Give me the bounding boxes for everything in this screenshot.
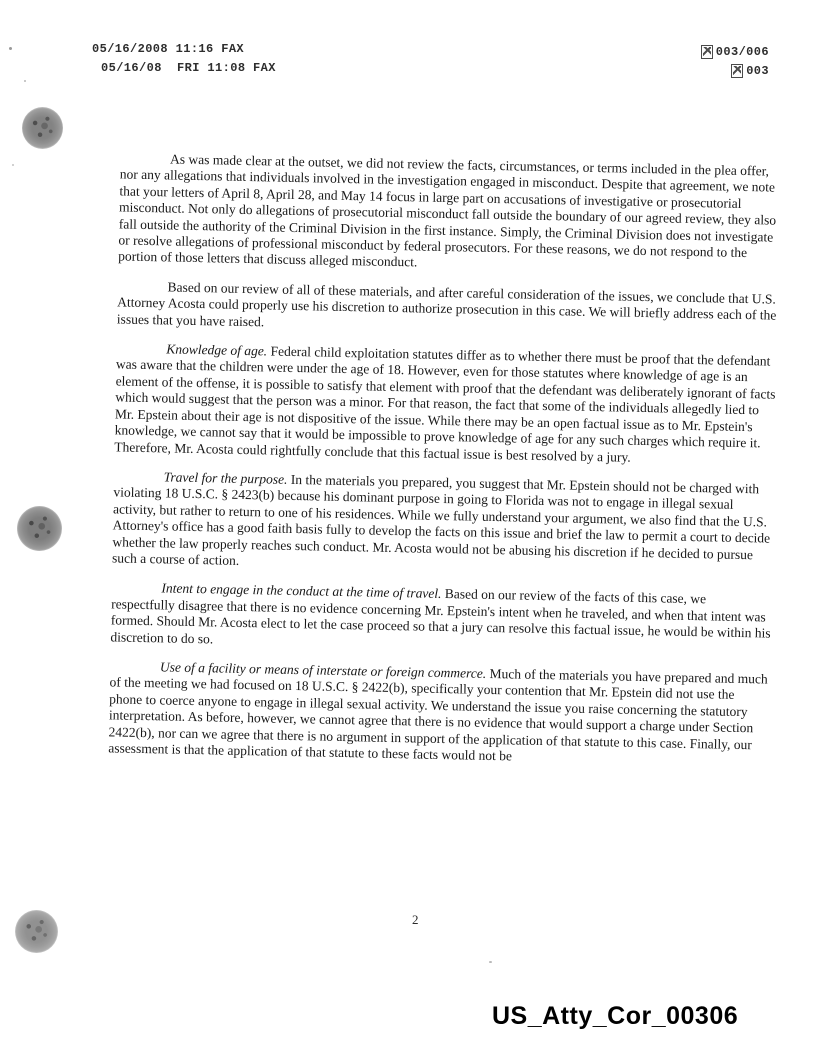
paragraph: Knowledge of age. Federal child exploitation statutes differ as to whether there must be proof that the defendant was aware that the children were under the age of 18. However, even for those statutes where knowledge of age is an element of the offense, it is possible to satisfy that element with proof that the defendant was deliberately ignorant of facts which would suggest that the person was a minor. For that reason, the fact that some of the individuals allegedly lied to Mr. Epstein about their age is not dispositive of the issue. While there may be an open factual issue as to Mr. Epstein's knowledge, we cannot say that it would be impossible to prove knowledge of age for any such charges which require it. Therefore, Mr. Acosta could rightfully conclude that this factual issue is best resolved by a jury. xyxy=(114,341,776,465)
hole-punch-mark xyxy=(17,506,62,551)
scan-noise-speck xyxy=(12,164,14,166)
fax-page-counter-text: 003/006 xyxy=(715,45,769,59)
paragraph-lead-italic: Knowledge of age. xyxy=(166,341,271,359)
hole-punch-mark xyxy=(22,107,63,149)
fax-timestamp-line-2: 05/16/08 FRI 11:08 FAX xyxy=(101,61,276,75)
scan-noise-speck xyxy=(9,47,12,50)
fax-page-counter-2 xyxy=(731,64,769,78)
paragraph-lead-italic: Use of a facility or means of interstate or foreign commerce. xyxy=(159,659,490,681)
fax-page-count-icon xyxy=(731,64,743,78)
paragraph: Travel for the purpose. In the materials you prepared, you suggest that Mr. Epstein should not be charged with violating 18 U.S.C. § 2423(b) because his dominant purpose in going to Florida was not to engage in illegal sexual activity, but rather to return to one of his residences. While we fully understand your argument, we also find that the U.S. Attorney's office has a good faith basis fully to develop the facts on this issue and brief the law to permit a court to decide whether the law properly reaches such conduct. Mr. Acosta would not be abusing his discretion if he decided to pursue such a course of action. xyxy=(111,469,771,568)
paragraph: As was made clear at the outset, we did not review the facts, circumstances, or terms included in the plea offer, nor any allegations that individuals involved in the investigation engaged in misconduct. Despite that agreement, we note that your letters of April 8, April 28, and May 14 focus in large part on accusations of investigative or prosecutorial misconduct. Not only do allegations of prosecutorial misconduct fall outside the boundary of our agreed review, they also fall outside the authority of the Criminal Division in the first instance. Simply, the Criminal Division does not investigate or resolve allegations of professional misconduct by federal prosecutors. For these reasons, we do not respond to the portion of those letters that discuss alleged misconduct. xyxy=(118,151,777,270)
fax-page-counter-text: 003 xyxy=(746,64,769,78)
page-number: 2 xyxy=(412,912,419,927)
scan-noise-speck xyxy=(24,80,26,82)
hole-punch-mark xyxy=(15,910,58,953)
paragraph: Based on our review of all of these materials, and after careful consideration of the issues, we conclude that U.S. Attorney Acosta could properly use his discretion to authorize prosecution in this case. We will briefly address each of the issues that you have raised. xyxy=(116,279,777,330)
fax-timestamp-line-1: 05/16/2008 11:16 FAX xyxy=(92,42,245,56)
letter-body xyxy=(108,150,780,783)
fax-page-count-icon xyxy=(701,45,713,59)
paragraph: Intent to engage in the conduct at the time of travel. Based on our review of the facts of this case, we respectfully disagree that there is no evidence concerning Mr. Epstein's intent when he traveled, and when that intent was formed. Should Mr. Acosta elect to let the case proceed so that a jury can resolve this factual issue, he would be within his discretion to do so. xyxy=(110,580,771,646)
bates-stamp: US_Atty_Cor_00306 xyxy=(492,1002,739,1030)
scan-noise-speck xyxy=(489,961,492,963)
paragraph-lead-italic: Intent to engage in the conduct at the time of travel. xyxy=(161,580,446,602)
paragraph: Use of a facility or means of interstate or foreign commerce. Much of the materials you have prepared and much of the meeting we had focused on 18 U.S.C. § 2422(b), specifically your contention that Mr. Epstein did not use the phone to coerce anyone to engage in illegal sexual activity. We understand the issue you raise concerning the statutory interpretation. As before, however, we cannot agree that there is no evidence that would support a charge under Section 2422(b), nor can we agree that there is no argument in support of the application of that statute to this case. Finally, our assessment is that the application of that statute to these facts would not be xyxy=(108,659,768,764)
fax-page-counter-1 xyxy=(701,45,769,59)
paragraph-lead-italic: Travel for the purpose. xyxy=(163,469,291,487)
